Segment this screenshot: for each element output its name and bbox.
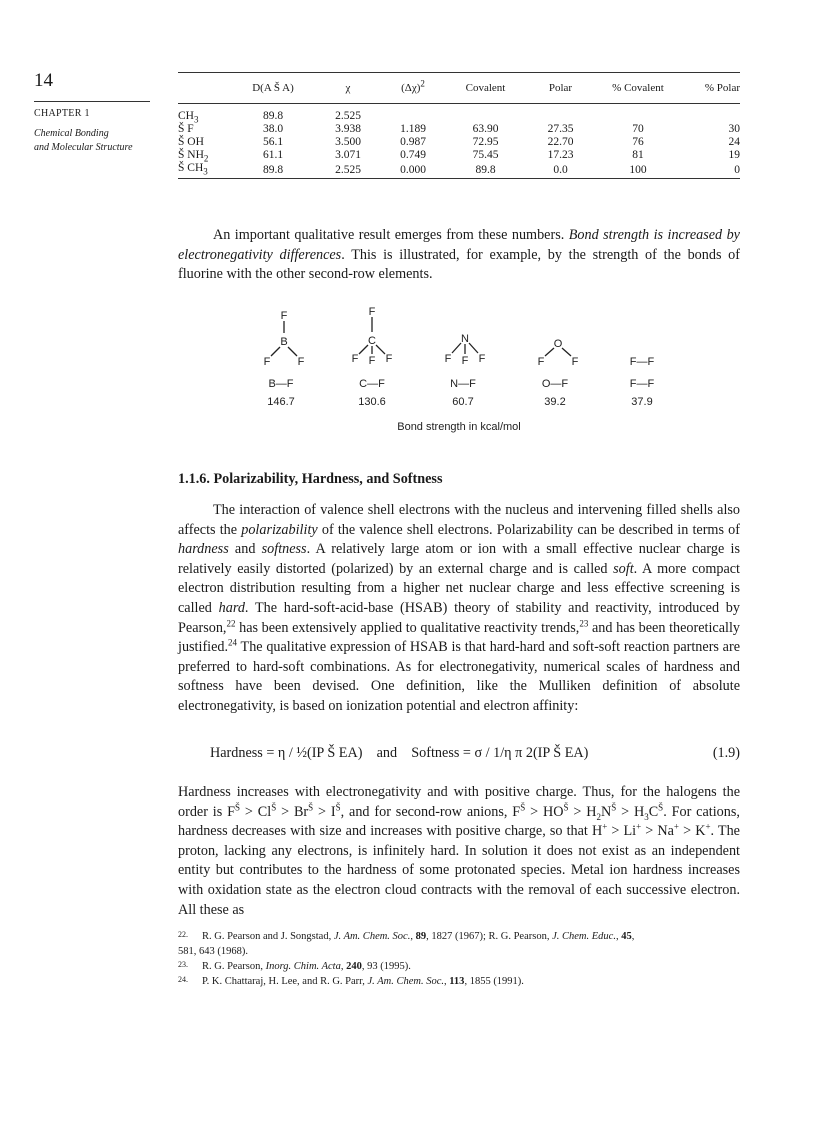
table-cell: 30 [728,123,740,135]
table-cell [523,104,598,124]
table-row [178,136,740,149]
table-cell: 56.1 [262,136,284,148]
text-run: and has been theoretically justified. [178,619,740,656]
text-run: Na [657,823,674,840]
atom-label: F [478,353,486,365]
bond-line [288,347,297,356]
footnote-text [202,930,740,944]
journal-name: J. Am. Chem. Soc. [367,976,445,987]
text-run: > [525,803,543,820]
bond-strength-diagram [244,300,684,440]
bond-energy-table [178,72,740,179]
table-cell: 0.749 [400,149,426,161]
paragraph-hardness-trends [178,783,740,920]
atom-label: F [263,356,271,368]
volume-number: 89 [415,931,427,942]
volume-number: 45 [621,931,632,942]
text-run: Hardness increases with electronegativity and with positive charge. Thus, for the halogens the order is F [178,784,740,820]
footnote-mark: 24. [178,975,188,984]
chapter-subtitle-line2: and Molecular Structure [34,142,133,153]
text-run: , [444,976,450,987]
table-cell: 72.95 [472,136,499,148]
table-cell-text: Š OH [178,136,204,148]
ff-molecule: F—F [629,356,655,368]
text-run: An important qualitative result emerges from these numbers. [213,227,569,243]
text-run: . The proton, lacking any electrons, is infinitely hard. In solution it does not exist as an independent entity but contributes to the hardness of some protonated species. Metal ion hardness increases with oxidation state as the electron cloud contracts with the removal of each successive electron. All these as [178,823,740,918]
table-cell: 70 [632,123,644,135]
reference-marker: 23 [579,617,589,628]
table-cell-text: Š CH [178,162,204,174]
table-cell: 0.987 [400,136,426,148]
charge-superscript: Š [658,801,664,812]
text-run: R. G. Pearson, [202,961,266,972]
atom-label: N [461,333,469,345]
table-header-cell: % Covalent [612,82,664,94]
text-run: . A relatively large atom or ion with a small effective nuclear charge is relatively easily distorted (polarized) by an external charge and is called [178,541,740,577]
table-cell: 38.0 [262,123,284,135]
table-header-cell: D(A Š A) [252,82,294,94]
table-cell: 81 [632,149,644,161]
bond-value: 39.2 [544,396,566,408]
reference-marker: 22 [226,617,236,628]
table-row [178,123,740,136]
text-run: . The hard-soft-acid-base (HSAB) theory of stability and reactivity, introduced by Pearson, [178,599,740,636]
table-cell [178,123,228,136]
text-run: I [330,803,336,820]
table-cell: 24 [728,136,740,148]
bond-value: 146.7 [267,396,295,408]
figure-caption: Bond strength in kcal/mol [397,421,521,433]
charge-superscript: Š [335,801,341,812]
text-run: , 93 (1995). [361,961,411,972]
atom-label: F [280,310,288,322]
text-run: . For cations, hardness decreases with size and increases with positive charge, so that H [178,803,740,840]
atom-label: F [461,355,469,367]
emphasis-text: polarizability [241,521,318,538]
text-run: , and for second-row anions, F [340,803,521,820]
paragraph-polarizability [178,501,740,717]
bond-line [376,345,385,354]
table-header-text: (Δχ) [401,82,421,94]
table-header [178,73,740,104]
table-cell: 3.071 [335,149,361,161]
table-cell: 2.525 [335,163,361,176]
text-run: HO [542,803,564,820]
table-cell: 17.23 [547,149,574,161]
bond-label: C—F [359,378,385,390]
chapter-label: CHAPTER 1 [34,108,90,119]
text-run: Br [293,803,309,820]
bond-label: O—F [541,378,569,390]
text-run: > [641,823,658,840]
text-run: > [568,803,587,820]
text-run: Cl [257,803,272,820]
emphasis-text: hardness [178,541,229,558]
text-run: H [586,803,597,820]
atom-label: F [444,353,452,365]
footnote-mark: 22. [178,930,188,939]
table-cell: 3.938 [335,123,361,135]
table-cell [178,162,228,179]
table-cell-subscript: 3 [203,166,208,177]
table-cell: 22.70 [547,136,574,148]
table-cell-subscript: 2 [203,153,209,164]
table-cell [598,104,678,124]
table-cell: 0.000 [400,163,426,176]
text-run: C [648,803,659,820]
volume-number: 113 [449,976,465,987]
text-run: . A more compact electron distribution resulting from a higher net nuclear charge and less effective screening is called [178,560,740,616]
text-run: , 1827 (1967); R. G. Pearson, [426,931,553,942]
text-run: , [615,931,622,942]
bond-value: 60.7 [452,396,474,408]
footnote-text: 581, 643 (1968). [178,946,248,957]
text-run: , [410,931,416,942]
table-cell-text: Š F [178,123,194,135]
reference-marker: 24 [228,637,238,648]
table-cell: 1.189 [400,123,426,135]
bond-value: 37.9 [631,396,653,408]
charge-superscript: Š [563,801,569,812]
table-body [178,104,740,179]
atom-label: F [537,356,545,368]
table-cell: 89.8 [262,163,284,176]
journal-name: Inorg. Chim. Acta [265,961,341,972]
paragraph-bond-strength [178,226,740,285]
table-cell [178,136,228,149]
table-header-cell: χ [345,82,351,94]
atom-label: F [385,353,393,365]
charge-superscript: + [602,821,608,832]
atom-label: F [571,356,579,368]
emphasis-text: soft [613,560,634,577]
volume-number: 240 [346,961,362,972]
text-run: > [240,803,258,820]
table-header-cell: % Polar [704,82,740,94]
table-cell-text: CH [178,110,194,122]
bond-line [469,343,478,353]
charge-superscript: + [636,821,642,832]
atom-label: B [280,336,288,348]
table-cell: 76 [632,136,644,148]
table-header-cell: Covalent [465,82,506,94]
footnote-text [202,975,740,989]
table-cell: 75.45 [472,149,499,161]
table-cell: 63.90 [472,123,499,135]
atom-label: F [368,306,376,318]
bond-strength-figure [244,300,684,440]
table-cell: 0 [734,163,740,176]
table-cell [378,104,448,124]
charge-superscript: Š [271,801,277,812]
atom-label: C [368,335,376,347]
equation-text: Hardness = η / ½(IP Š EA) and Softness = σ / 1/η π 2(IP Š EA) [210,745,589,761]
table-header-cell [378,73,448,104]
atom-label: F [368,355,376,367]
table-cell [448,104,523,124]
footnote-text [202,960,740,974]
charge-superscript: Š [308,801,314,812]
bond-label: F—F [629,378,655,390]
footnote-mark: 23. [178,960,188,969]
table-cell-subscript: 3 [193,114,199,125]
text-run: , [631,931,635,942]
text-run: has been extensively applied to qualitative reactivity trends, [235,619,580,636]
text-run: The qualitative expression of HSAB is that hard-hard and soft-soft reaction partners are preferred to hard-soft combinations. As for electronegativity, numerical scales of hardness and softness have been devised. One definition, like the Mulliken definition of absolute electronegativity, is based on ionization potential and electron affinity: [178,639,740,714]
table-cell: 89.8 [475,163,496,176]
text-run: > [679,823,696,840]
text-run: of the valence shell electrons. Polarizability can be described in terms of [317,521,740,538]
text-run: > [616,803,634,820]
section-heading: 1.1.6. Polarizability, Hardness, and Softness [178,471,443,487]
equation-number: (1.9) [712,745,740,761]
charge-superscript: + [673,821,679,832]
bond-line [562,348,571,356]
chapter-rule [34,101,150,102]
table-cell [178,104,228,124]
table-cell: 3.500 [335,136,361,148]
text-run: P. K. Chattaraj, H. Lee, and R. G. Parr, [202,976,368,987]
subscript: 3 [644,811,649,822]
text-run: The interaction of valence shell electrons with the nucleus and intervening filled shells also affects the [178,502,740,538]
subscript: 2 [596,811,601,822]
text-run: , 1855 (1991). [464,976,524,987]
text-run: Li [623,823,637,840]
table-cell: 89.8 [262,110,284,122]
text-run: > [276,803,294,820]
bond-line [359,345,368,354]
charge-superscript: + [705,821,711,832]
text-run: , [340,961,347,972]
emphasis-text: hard [218,599,245,616]
table-cell-text: Š NH [178,149,204,161]
page-number: 14 [34,70,53,91]
text-run: > [607,823,624,840]
bond-line [452,343,461,353]
chapter-subtitle-line1: Chemical Bonding [34,128,109,139]
table-cell: 27.35 [547,123,574,135]
table-row [178,149,740,162]
atom-label: F [297,356,305,368]
table-cell [678,104,740,124]
text-run: > [313,803,331,820]
table-row [178,162,740,179]
atom-label: F [351,353,359,365]
charge-superscript: Š [235,801,241,812]
bond-label: N—F [450,378,476,390]
journal-name: J. Chem. Educ. [552,931,616,942]
text-run: N [600,803,612,820]
charge-superscript: Š [520,801,526,812]
bond-value: 130.6 [358,396,386,408]
text-run: R. G. Pearson and J. Songstad, [202,931,334,942]
bond-label: B—F [268,378,294,390]
atom-label: O [553,338,563,350]
text-run: . This is illustrated, for example, by the strength of the bonds of fluorine with the other second-row elements. [178,246,740,283]
text-run: and [228,541,262,558]
table-header-superscript: 2 [420,78,425,89]
chapter-subtitle [34,127,133,155]
emphasis-text: softness [261,541,307,558]
table-cell: 0.0 [553,163,568,176]
equation-1-9 [210,745,740,762]
table-cell: 2.525 [335,110,361,122]
table-header-cell: Polar [548,82,573,94]
table-cell: 100 [629,163,647,176]
bond-line [271,347,280,356]
text-run: K [695,823,706,840]
bond-line [545,348,554,356]
charge-superscript: Š [611,801,617,812]
table-row [178,104,740,124]
table-cell [178,149,228,162]
journal-name: J. Am. Chem. Soc. [333,931,411,942]
table-header-cell [178,73,228,104]
emphasis-text: Bond strength is increased by electronegativity differences [178,227,740,263]
table-cell: 61.1 [262,149,284,161]
text-run: H [633,803,645,820]
table-cell: 19 [728,149,740,161]
